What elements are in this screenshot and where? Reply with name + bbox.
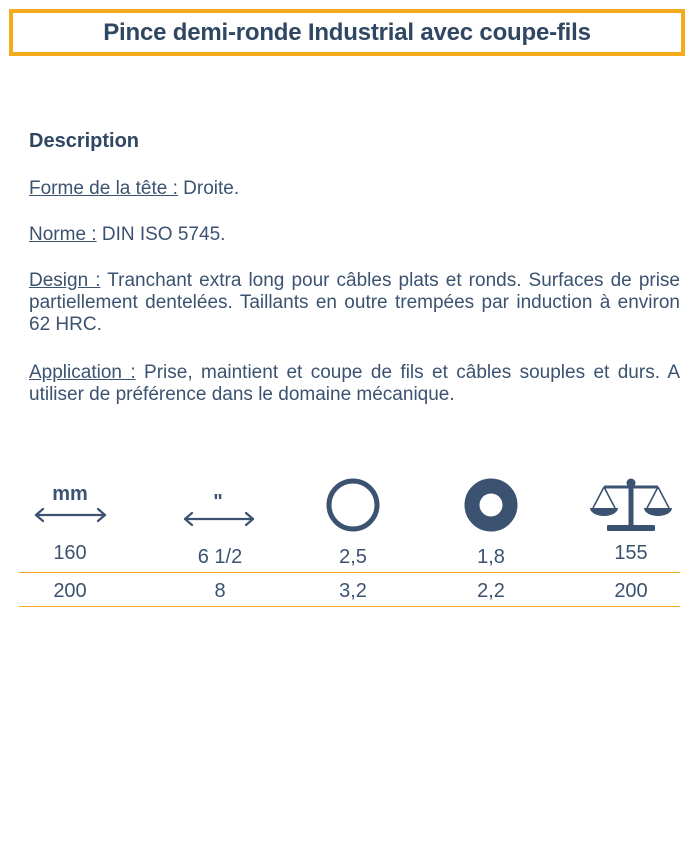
length-inch-arrow-icon <box>160 470 280 540</box>
design-paragraph <box>29 270 680 336</box>
standard-paragraph <box>29 224 680 246</box>
head-shape-paragraph <box>29 178 680 200</box>
hard-wire-value-1: 1,8 <box>477 546 505 568</box>
hard-wire-value-2: 2,2 <box>477 580 505 602</box>
soft-wire-value-2: 3,2 <box>339 580 367 602</box>
length-mm-value-2: 200 <box>53 580 87 602</box>
design-text: Tranchant extra long pour câbles plats et ronds. Surfaces de prise partiellement dentelées. Taillants en outre trempées par induction à environ 62 HRC. <box>29 270 680 335</box>
spec-table <box>0 470 700 620</box>
title-box <box>9 9 685 56</box>
standard-label: Norme : <box>29 224 97 245</box>
hard-wire-ring-icon <box>431 470 551 540</box>
soft-wire-ring-icon <box>293 470 413 540</box>
standard-text: DIN ISO 5745. <box>96 224 226 245</box>
soft-wire-value-1: 2,5 <box>339 546 367 568</box>
application-paragraph <box>29 362 680 406</box>
length-inch-value-2: 8 <box>214 580 226 602</box>
balance-scale-icon <box>571 470 691 540</box>
head-shape-label: Forme de la tête : <box>29 178 178 199</box>
application-text: Prise, maintient et coupe de fils et câbles souples et durs. A utiliser de préférence dans le domaine mécanique. <box>29 362 680 405</box>
product-title: Pince demi-ronde Industrial avec coupe-fils <box>103 18 591 46</box>
design-label: Design : <box>29 270 101 291</box>
weight-value-1: 155 <box>614 542 648 564</box>
length-inch-value-1: 6 1/2 <box>197 546 243 568</box>
unit-mm-label: mm <box>52 483 88 505</box>
table-divider-1 <box>19 572 680 573</box>
head-shape-text: Droite. <box>177 178 240 199</box>
application-label: Application : <box>29 362 136 383</box>
weight-value-2: 200 <box>614 580 648 602</box>
length-mm-value-1: 160 <box>53 542 87 564</box>
length-mm-arrow-icon <box>10 470 130 540</box>
table-divider-2 <box>19 606 680 607</box>
description-heading: Description <box>29 130 140 152</box>
unit-inch-label: " <box>213 491 223 513</box>
